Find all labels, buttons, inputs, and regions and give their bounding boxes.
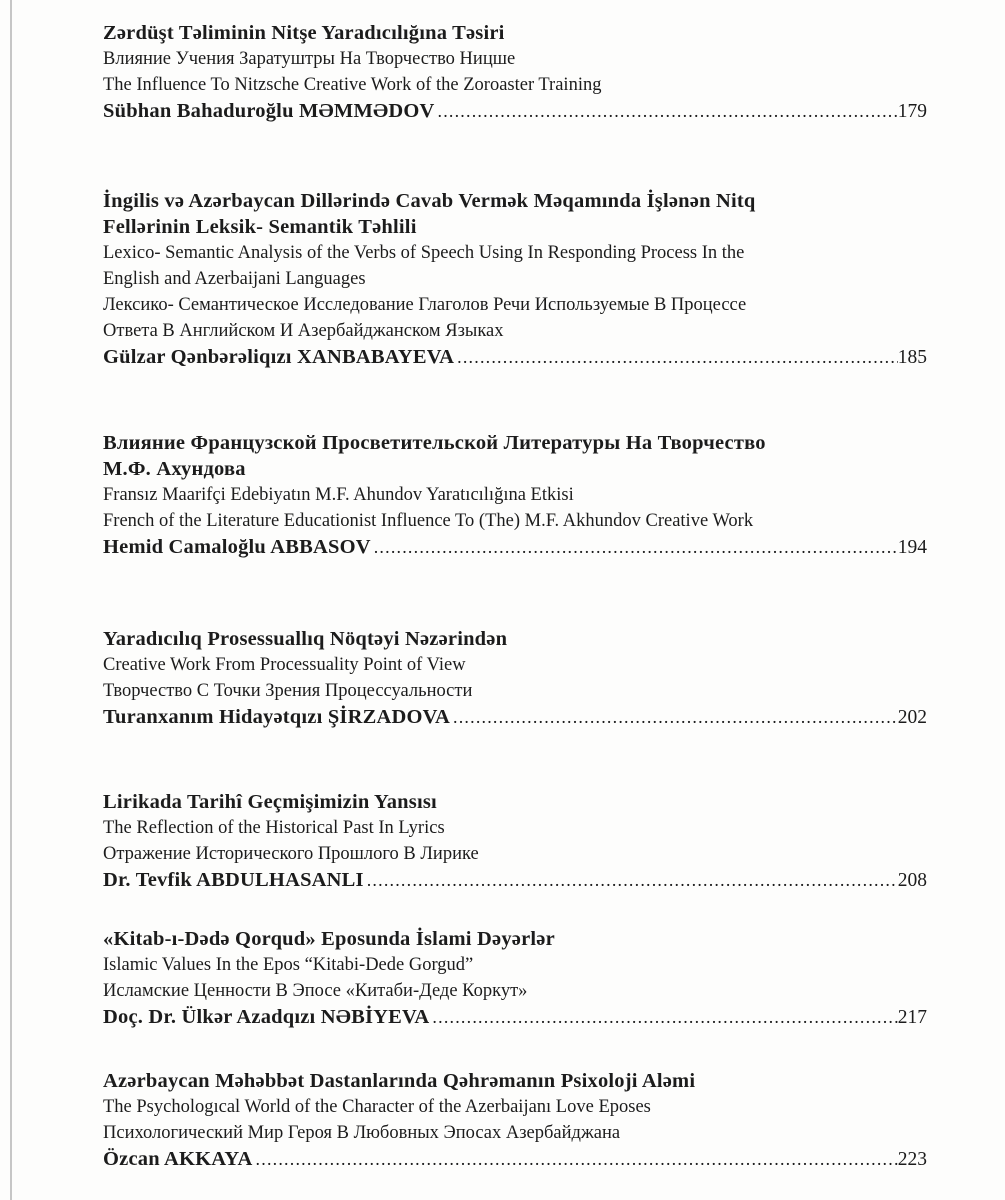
entry-title-line: İngilis və Azərbaycan Dillərində Cavab Vermək Məqamında İşlənən Nitq [103,190,756,212]
entry-translation-line: The Psychologıcal World of the Character of the Azerbaijanı Love Eposes [103,1097,651,1117]
entry-author: Dr. Tevfik ABDULHASANLI [103,869,364,891]
page-left-rule [10,0,12,1200]
entry-translation-line: Творчество С Точки Зрения Процессуальности [103,681,473,701]
entry-title-line: Fellərinin Leksik- Semantik Təhlili [103,216,417,238]
entry-author-row [103,98,927,126]
dot-leader [367,867,898,895]
entry-author-row [103,534,927,562]
entry-page-number: 223 [897,1149,927,1170]
entry-author-row [103,1146,927,1174]
entry-author: Özcan AKKAYA [103,1148,253,1170]
entry-title-line: Azərbaycan Məhəbbət Dastanlarında Qəhrəmanın Psixoloji Aləmi [103,1070,696,1092]
entry-translation-line: French of the Literature Educationist Influence To (The) M.F. Akhundov Creative Work [103,511,754,531]
entry-translation-line: Lexico- Semantic Analysis of the Verbs of Speech Using In Responding Process In the [103,243,745,263]
toc-entry [103,1068,927,1174]
dot-leader [374,534,898,562]
entry-translation-line: English and Azerbaijani Languages [103,269,366,289]
entry-author: Hemid Camaloğlu ABBASOV [103,536,371,558]
entry-translation-line: Islamic Values In the Epos “Kitabi-Dede Gorgud” [103,955,474,975]
entry-translation-line: Психологический Мир Героя В Любовных Эпосах Азербайджана [103,1123,621,1143]
dot-leader [453,704,898,732]
toc-entry [103,926,927,1032]
entry-translation-line: Влияние Учения Заратуштры На Творчество Ницше [103,49,516,69]
entry-translation-line: Creative Work From Processuality Point of View [103,655,466,675]
toc-entry [103,789,927,895]
entry-page-number: 208 [897,870,927,891]
entry-author-row [103,344,927,372]
toc-entry [103,430,927,562]
entry-title-line: «Kitab-ı-Dədə Qorqud» Eposunda İslami Dəyərlər [103,928,555,950]
entry-translation-line: Отражение Исторического Прошлого В Лирике [103,844,479,864]
entry-title-line: Yaradıcılıq Prosessuallıq Nöqtəyi Nəzərindən [103,628,508,650]
toc-entry [103,188,927,372]
entry-author-row [103,704,927,732]
entry-translation-line: Ответа В Английском И Азербайджанском Языках [103,321,504,341]
entry-translation-line: Лексико- Семантическое Исследование Глаголов Речи Используемые В Процессе [103,295,747,315]
entry-page-number: 179 [897,101,927,122]
entry-author: Doç. Dr. Ülkər Azadqızı NƏBİYEVA [103,1006,430,1028]
entry-author: Gülzar Qənbərəliqızı XANBABAYEVA [103,346,455,368]
entry-translation-line: Исламские Ценности В Эпосе «Китаби-Деде Коркут» [103,981,528,1001]
entry-title-line: Lirikada Tarihî Geçmişimizin Yansısı [103,791,437,813]
entry-author-row [103,867,927,895]
entry-translation-line: The Influence To Nitzsche Creative Work of the Zoroaster Training [103,75,602,95]
entry-page-number: 217 [897,1007,927,1028]
entry-translation-line: Fransız Maarifçi Edebiyatın M.F. Ahundov Yaratıcılığına Etkisi [103,485,574,505]
entry-author-row [103,1004,927,1032]
entry-title-line: М.Ф. Ахундова [103,458,246,480]
entry-page-number: 202 [897,707,927,728]
dot-leader [256,1146,898,1174]
dot-leader [457,344,898,372]
entry-page-number: 194 [897,537,927,558]
toc-entry [103,626,927,732]
dot-leader [438,98,898,126]
entry-title-line: Zərdüşt Təliminin Nitşe Yaradıcılığına Təsiri [103,22,505,44]
entry-author: Turanxanım Hidayətqızı ŞİRZADOVA [103,706,451,728]
entry-page-number: 185 [897,347,927,368]
entry-title-line: Влияние Французской Просветительской Литературы На Творчество [103,432,766,454]
entry-translation-line: The Reflection of the Historical Past In Lyrics [103,818,445,838]
dot-leader [432,1004,897,1032]
entry-author: Sübhan Bahaduroğlu MƏMMƏDOV [103,100,435,122]
table-of-contents [103,20,927,1174]
toc-entry [103,20,927,126]
